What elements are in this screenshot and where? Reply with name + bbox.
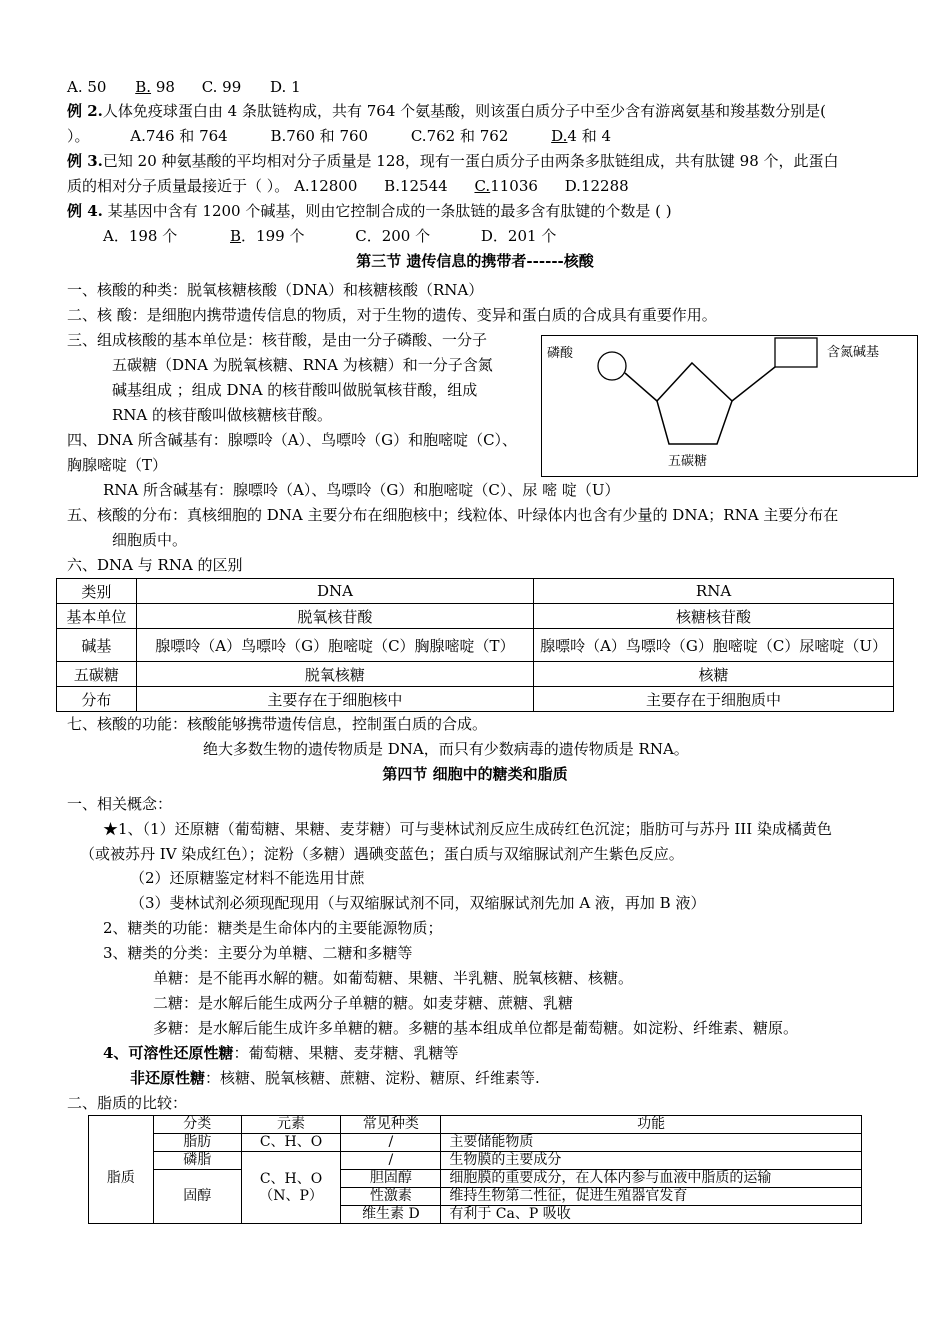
ex3-option-c-letter: C. <box>474 177 491 195</box>
table-cell: 维持生物第二性征，促进生殖器官发育 <box>441 1188 862 1206</box>
section4-p1: 一、相关概念： <box>67 795 173 813</box>
ex4-option-a: A．198 个 <box>103 227 178 245</box>
base-square <box>775 338 817 367</box>
ex4-option-d: D．201 个 <box>480 227 557 245</box>
table-row <box>57 687 894 712</box>
table-header: 元素 <box>241 1116 341 1134</box>
section3-p3c: 碱基组成 ；组成 DNA 的核苷酸叫做脱氧核苷酸，组成 <box>112 381 478 399</box>
section4-p7: 单糖：是不能再水解的糖。如葡萄糖、果糖、半乳糖、脱氧核糖、核糖。 <box>153 969 634 987</box>
table-row <box>57 629 894 662</box>
phosphate-bond <box>625 373 657 401</box>
table-header: 类别 <box>57 579 137 604</box>
table-cell: 碱基 <box>57 629 137 662</box>
table-cell: 有利于 Ca、P 吸收 <box>441 1206 862 1224</box>
elements-line: C、H、O <box>259 1170 323 1187</box>
table-cell: 生物膜的主要成分 <box>441 1152 862 1170</box>
table-row <box>89 1152 862 1170</box>
section4-p2a: ★1、（1）还原糖（葡萄糖、果糖、麦芽糖）可与斐林试剂反应生成砖红色沉淀；脂肪可与苏丹 III 染成橘黄色 <box>103 820 832 838</box>
lipid-table <box>88 1115 862 1224</box>
dna-rna-table <box>56 578 894 712</box>
section4-p6: 3、糖类的分类：主要分为单糖、二糖和多糖等 <box>103 944 413 962</box>
non-reducing-sugar-text: ：核糖、脱氧核糖、蔗糖、淀粉、糖原、纤维素等. <box>205 1069 540 1087</box>
phosphate-circle <box>598 352 626 380</box>
table-cell: 主要存在于细胞质中 <box>534 687 894 712</box>
section4-p12: 二、脂质的比较： <box>67 1094 188 1112</box>
table-cell: 分布 <box>57 687 137 712</box>
ex4-option-c: C．200 个 <box>355 227 431 245</box>
section4-p4: （3）斐林试剂必须现配现用（与双缩脲试剂不同，双缩脲试剂先加 A 液，再加 B 液） <box>130 894 706 912</box>
ex3-line2 <box>67 176 629 196</box>
ex2-label: 例 2. <box>67 102 103 120</box>
ex4-option-b-letter: B <box>230 227 242 245</box>
table-header: DNA <box>136 579 533 604</box>
section4-p3: （2）还原糖鉴定材料不能选用甘蔗 <box>130 869 365 887</box>
section3-p2: 二、核 酸：是细胞内携带遗传信息的物质，对于生物的遗传、变异和蛋白质的合成具有重要作用。 <box>67 306 717 324</box>
section3-p5b: 细胞质中。 <box>112 531 188 549</box>
base-bond <box>732 367 775 401</box>
section3-p3a: 三、组成核酸的基本单位是：核苷酸，是由一分子磷酸、一分子 <box>67 331 488 349</box>
table-cell: 主要储能物质 <box>441 1134 862 1152</box>
ex3-option-c: 11036 <box>490 177 538 195</box>
section3-p3d: RNA 的核苷酸叫做核糖核苷酸。 <box>112 406 333 424</box>
ex3-question-end: 质的相对分子质量最接近于（ ）。 <box>67 177 290 195</box>
table-cell: 磷脂 <box>153 1152 241 1170</box>
table-cell: 维生素 D <box>341 1206 441 1224</box>
q1-option-c: C. 99 <box>201 78 242 96</box>
table-header: 常见种类 <box>341 1116 441 1134</box>
ex3-question: 已知 20 种氨基酸的平均相对分子质量是 128，现有一蛋白质分子由两条多肽链组成，共有肽键 98 个，此蛋白 <box>102 152 839 170</box>
section3-p4b: 胸腺嘧啶（T） <box>67 456 168 474</box>
non-reducing-sugar-label: 非还原性糖 <box>130 1069 206 1087</box>
ex4-question: 某基因中含有 1200 个碱基，则由它控制合成的一条肽链的最多含有肽键的个数是 ( ) <box>102 202 672 220</box>
section4-p2b: （或被苏丹 IV 染成红色）；淀粉（多糖）遇碘变蓝色；蛋白质与双缩脲试剂产生紫色反应。 <box>80 845 684 863</box>
table-cell: 基本单位 <box>57 604 137 629</box>
section3-title: 第三节 遗传信息的携带者------核酸 <box>356 252 594 270</box>
q1-option-b: 98 <box>151 78 175 96</box>
section3-p4c: RNA 所含碱基有：腺嘌呤（A）、鸟嘌呤（G）和胞嘧啶（C）、尿 嘧 啶（U） <box>103 481 620 499</box>
ex2-option-d: 4 和 4 <box>567 127 612 145</box>
ex2-question: 人体免疫球蛋白由 4 条肽链构成，共有 764 个氨基酸，则该蛋白质分子中至少含有游离氨基和羧基数分别是( <box>102 102 826 120</box>
section3-p5a: 五、核酸的分布：真核细胞的 DNA 主要分布在细胞核中；线粒体、叶绿体内也含有少量的 DNA；RNA 主要分布在 <box>67 506 839 524</box>
table-cell: 核糖 <box>534 662 894 687</box>
table-cell: 脂肪 <box>153 1134 241 1152</box>
table-row <box>89 1134 862 1152</box>
table-cell: / <box>341 1152 441 1170</box>
section4-p8: 二糖：是水解后能生成两分子单糖的糖。如麦芽糖、蔗糖、乳糖 <box>153 994 574 1012</box>
ex2-option-d-letter: D. <box>551 127 568 145</box>
elements-line: （N、P） <box>259 1187 323 1204</box>
q1-options <box>67 77 301 97</box>
table-cell: 固醇 <box>153 1170 241 1224</box>
section3-p7b: 绝大多数生物的遗传物质是 DNA，而只有少数病毒的遗传物质是 RNA。 <box>203 740 689 758</box>
ex2-line2 <box>67 126 611 146</box>
section3-p3b: 五碳糖（DNA 为脱氧核糖、RNA 为核糖）和一分子含氮 <box>112 356 493 374</box>
lipid-group-cell: 脂质 <box>89 1134 154 1224</box>
section3-p1: 一、核酸的种类：脱氧核糖核酸（DNA）和核糖核酸（RNA） <box>67 281 484 299</box>
section4-p5: 2、糖类的功能：糖类是生命体内的主要能源物质； <box>103 919 443 937</box>
lipid-corner-cell <box>89 1116 154 1134</box>
table-cell: 核糖核苷酸 <box>534 604 894 629</box>
table-cell: 细胞膜的重要成分，在人体内参与血液中脂质的运输 <box>441 1170 862 1188</box>
table-cell: 腺嘌呤（A）鸟嘌呤（G）胞嘧啶（C）胸腺嘧啶（T） <box>136 629 533 662</box>
section4-p9: 多糖：是水解后能生成许多单糖的糖。多糖的基本组成单位都是葡萄糖。如淀粉、纤维素、糖原。 <box>153 1019 799 1037</box>
section3-p7a: 七、核酸的功能：核酸能够携带遗传信息，控制蛋白质的合成。 <box>67 715 488 733</box>
table-cell: 主要存在于细胞核中 <box>136 687 533 712</box>
ex2-line1 <box>67 101 826 121</box>
table-header: RNA <box>534 579 894 604</box>
ex4-line1 <box>67 201 672 221</box>
table-header: 分类 <box>153 1116 241 1134</box>
ex2-option-c: C.762 和 762 <box>410 127 509 145</box>
ex3-option-d: D.12288 <box>564 177 629 195</box>
base-label: 含氮碱基 <box>827 345 880 360</box>
table-cell: 脱氧核苷酸 <box>136 604 533 629</box>
section3-p6: 六、DNA 与 RNA 的区别 <box>67 556 243 574</box>
soluble-reducing-sugar-label: 4、可溶性还原性糖 <box>103 1044 234 1062</box>
table-cell: C、H、O <box>241 1134 341 1152</box>
ex3-line1 <box>67 151 839 171</box>
table-cell: 腺嘌呤（A）鸟嘌呤（G）胞嘧啶（C）尿嘧啶（U） <box>534 629 894 662</box>
q1-option-d: D. 1 <box>270 78 301 96</box>
lipid-header-row <box>89 1116 862 1134</box>
table-header-row <box>57 579 894 604</box>
q1-option-b-letter: B. <box>135 78 152 96</box>
table-row <box>89 1170 862 1188</box>
table-row <box>57 662 894 687</box>
table-cell: 胆固醇 <box>341 1170 441 1188</box>
section3-p4a: 四、DNA 所含碱基有：腺嘌呤（A）、鸟嘌呤（G）和胞嘧啶（C）、 <box>67 431 518 449</box>
soluble-reducing-sugar-text: ：葡萄糖、果糖、麦芽糖、乳糖等 <box>233 1044 459 1062</box>
table-cell: / <box>341 1134 441 1152</box>
ex2-option-b: B.760 和 760 <box>270 127 369 145</box>
table-row <box>57 604 894 629</box>
sugar-label: 五碳糖 <box>668 454 708 469</box>
table-cell-elements <box>241 1152 341 1224</box>
ex2-question-end: ）。 <box>67 127 90 145</box>
section4-p10 <box>103 1043 458 1063</box>
ex4-option-b: ．199 个 <box>241 227 305 245</box>
table-cell: 脱氧核糖 <box>136 662 533 687</box>
nucleotide-diagram <box>541 335 918 477</box>
table-header: 功能 <box>441 1116 862 1134</box>
ex4-options <box>103 226 556 246</box>
ex3-label: 例 3. <box>67 152 103 170</box>
section4-p11 <box>130 1068 540 1088</box>
ex3-option-b: B.12544 <box>384 177 448 195</box>
table-cell: 性激素 <box>341 1188 441 1206</box>
ex3-option-a: A.12800 <box>294 177 358 195</box>
pentose-pentagon <box>657 363 732 444</box>
q1-option-a: A. 50 <box>67 78 107 96</box>
ex4-label: 例 4. <box>67 202 103 220</box>
section4-title: 第四节 细胞中的糖类和脂质 <box>382 765 568 783</box>
ex2-option-a: A.746 和 764 <box>130 127 228 145</box>
table-cell: 五碳糖 <box>57 662 137 687</box>
phosphate-label: 磷酸 <box>547 346 574 361</box>
